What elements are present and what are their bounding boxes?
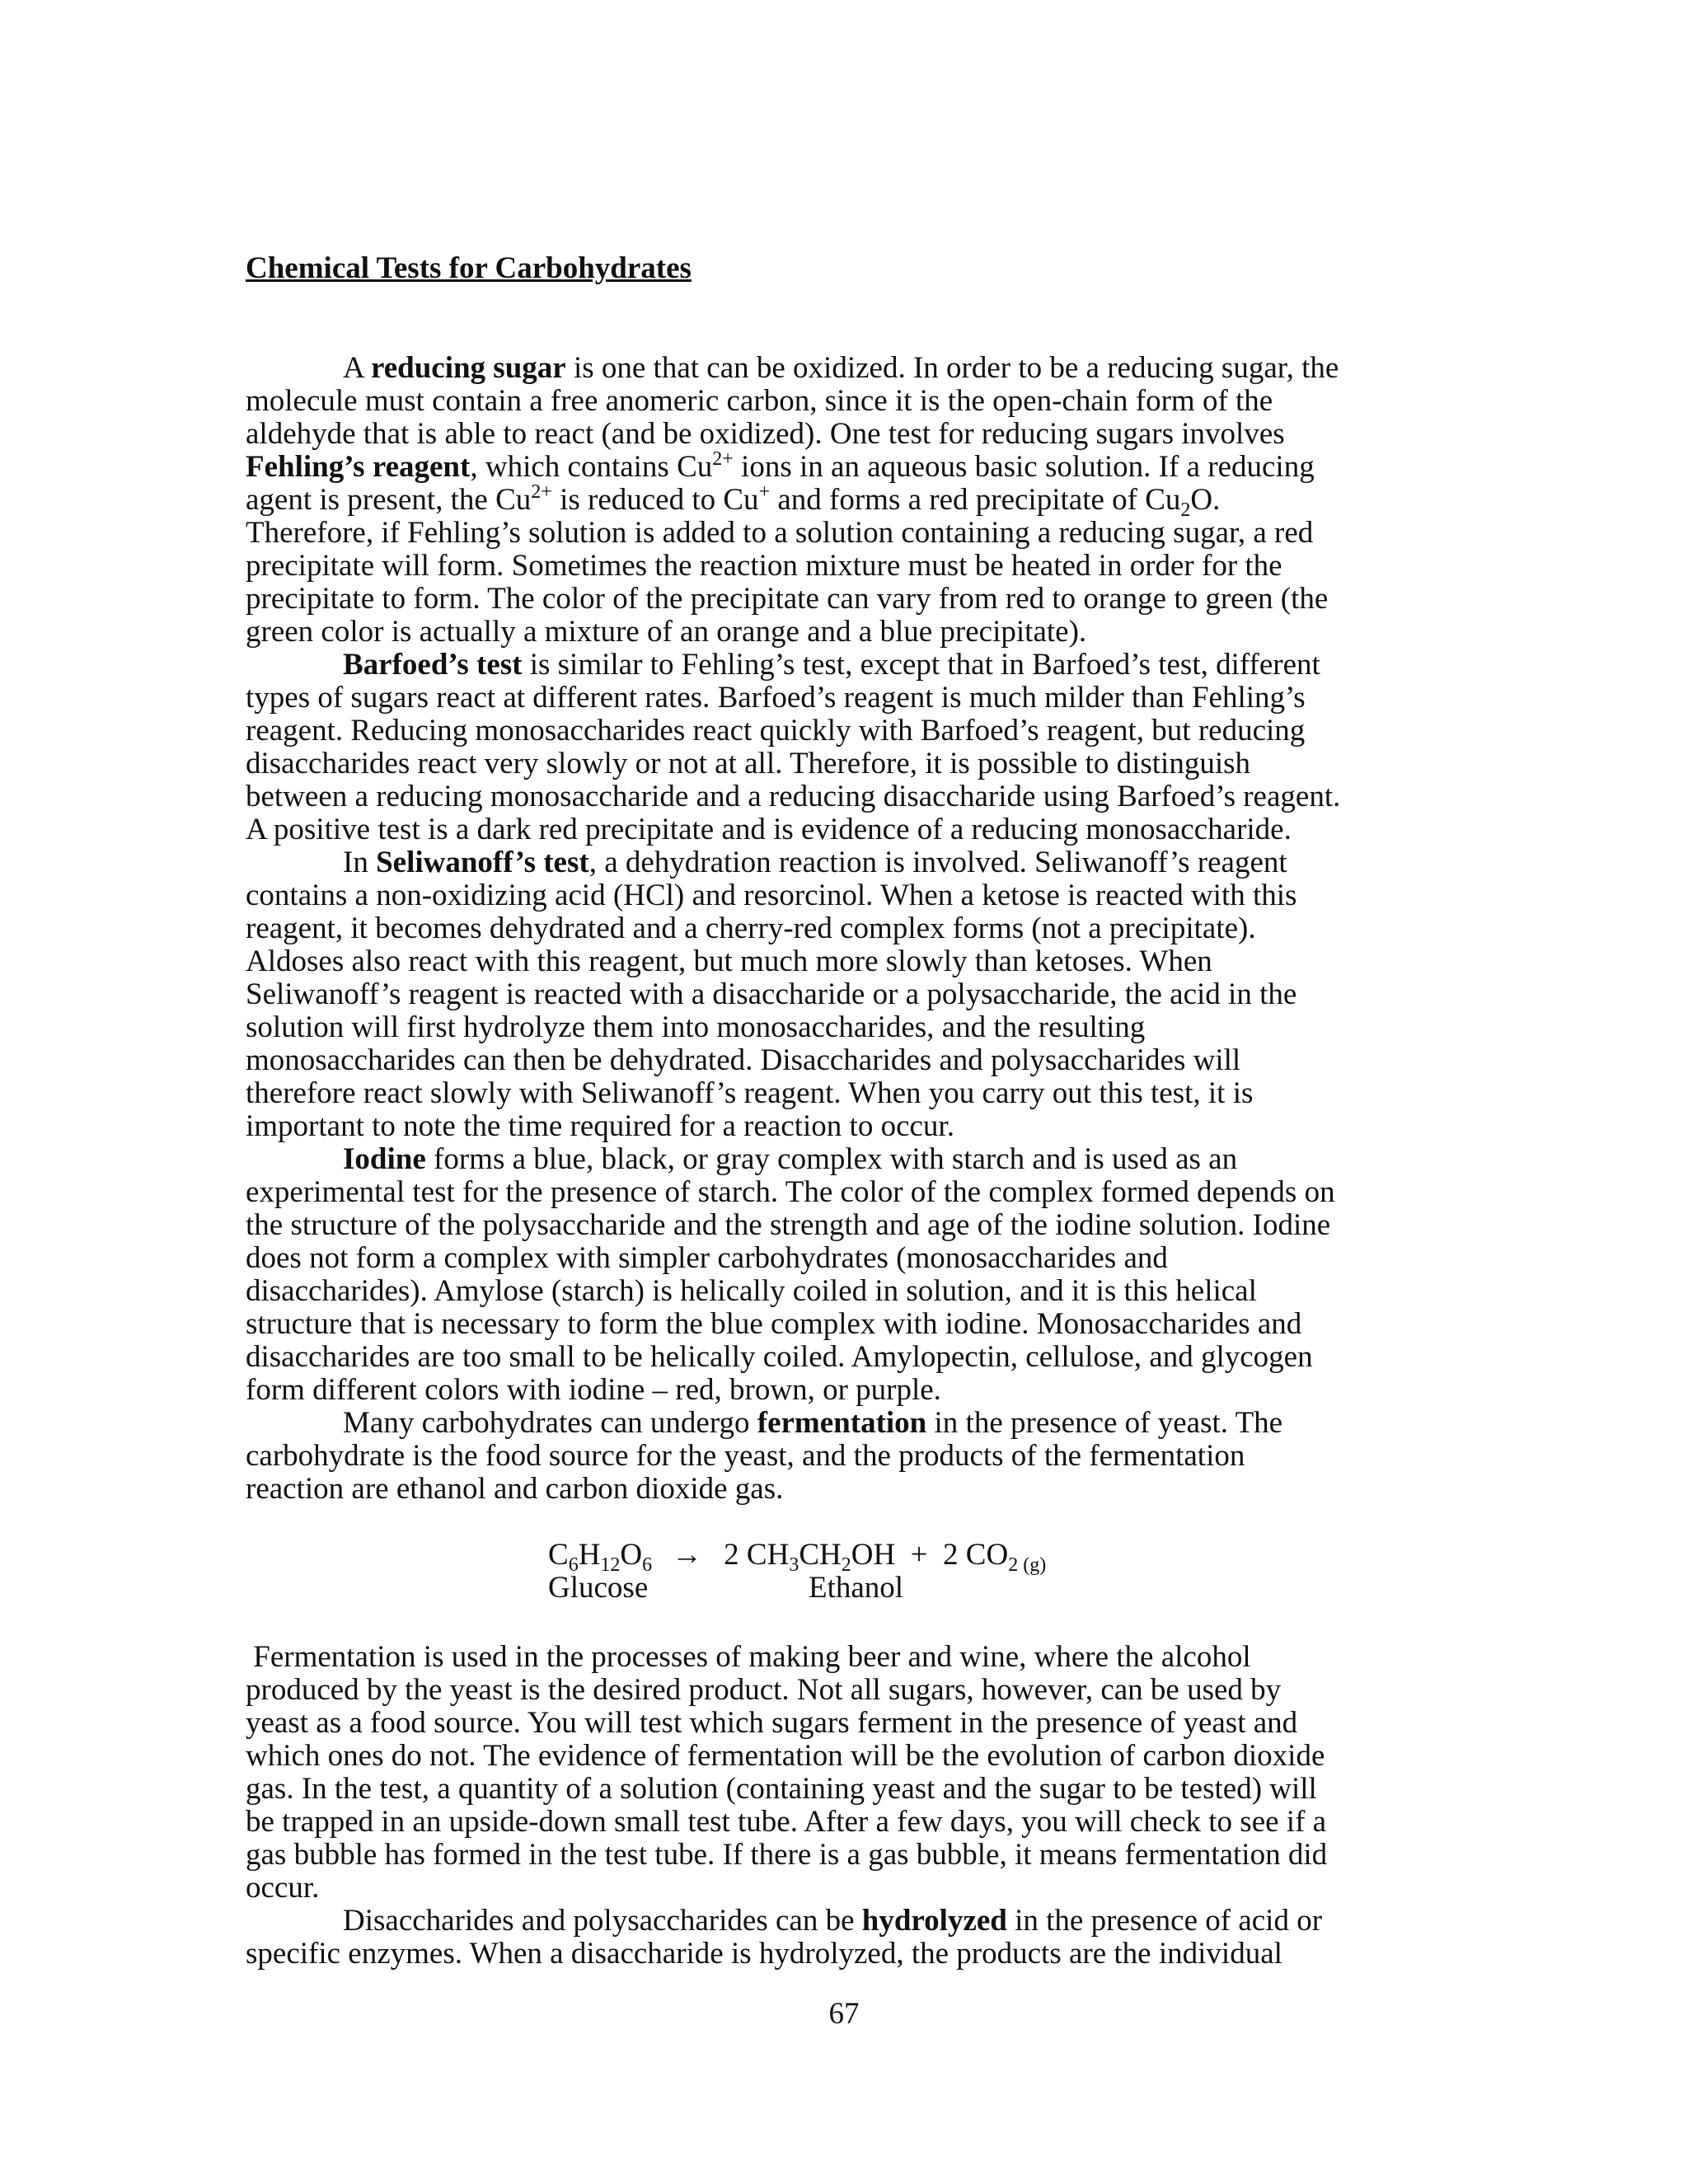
text-line: experimental test for the presence of starch. The color of the complex formed depends on	[246, 1175, 1335, 1209]
term-iodine: Iodine	[343, 1142, 426, 1176]
text-line: form different colors with iodine – red, brown, or purple.	[246, 1373, 941, 1407]
coefficient: 2	[943, 1538, 966, 1572]
text-line: important to note the time required for a reaction to occur.	[246, 1109, 954, 1143]
text-line: gas bubble has formed in the test tube. If there is a gas bubble, it means fermentation did	[246, 1838, 1328, 1872]
text-line	[246, 481, 1449, 521]
term-hydrolyzed: hydrolyzed	[861, 1904, 1007, 1938]
text-line: gas. In the test, a quantity of a solution (containing yeast and the sugar to be tested) will	[246, 1772, 1317, 1806]
text-run: in the presence of acid or	[1006, 1904, 1323, 1938]
text-line: contains a non-oxidizing acid (HCl) and resorcinol. When a ketose is reacted with this	[246, 879, 1297, 912]
text-line: green color is actually a mixture of an orange and a blue precipitate).	[246, 615, 1087, 649]
formula-text: CH	[746, 1538, 790, 1572]
text-run: , which contains Cu	[470, 450, 713, 484]
text-run: is reduced to Cu	[551, 483, 759, 517]
superscript: 2+	[712, 448, 734, 470]
text-line: Aldoses also react with this reagent, but much more slowly than ketoses. When	[246, 944, 1212, 978]
text-line: precipitate to form. The color of the precipitate can vary from red to orange to green (the	[246, 582, 1329, 616]
text-line: which ones do not. The evidence of fermentation will be the evolution of carbon dioxide	[246, 1739, 1325, 1773]
text-line: carbohydrate is the food source for the yeast, and the products of the fermentation	[246, 1439, 1245, 1473]
text-run: In	[343, 846, 377, 879]
text-line: molecule must contain a free anomeric carbon, since it is the open-chain form of the	[246, 384, 1273, 418]
term-fermentation: fermentation	[757, 1406, 927, 1440]
text-line: be trapped in an upside-down small test tube. After a few days, you will check to see if a	[246, 1805, 1327, 1839]
superscript: +	[758, 481, 771, 503]
text-line: disaccharides react very slowly or not at all. Therefore, it is possible to distinguish	[246, 747, 1250, 780]
text-line	[246, 352, 1449, 385]
text-line: Therefore, if Fehling’s solution is added to a solution containing a reducing sugar, a red	[246, 516, 1314, 550]
text-line: produced by the yeast is the desired product. Not all sugars, however, can be used by	[246, 1673, 1282, 1707]
page-number: 67	[828, 1997, 860, 2031]
term-barfoeds-test: Barfoed’s test	[343, 648, 523, 682]
paragraph-hydrolysis	[246, 1905, 1449, 1971]
superscript: 2+	[531, 481, 552, 503]
text-line: reagent, it becomes dehydrated and a cherry-red complex forms (not a precipitate).	[246, 912, 1256, 945]
formula-text: CO	[965, 1538, 1009, 1572]
text-line: does not form a complex with simpler carbohydrates (monosaccharides and	[246, 1241, 1168, 1275]
paragraph-barfoeds-test	[246, 649, 1449, 846]
text-run: is similar to Fehling’s test, except that in Barfoed’s test, different	[522, 648, 1320, 682]
text-line: reaction are ethanol and carbon dioxide gas.	[246, 1472, 784, 1506]
text-run: and forms a red precipitate of Cu	[770, 483, 1181, 517]
text-line: the structure of the polysaccharide and the strength and age of the iodine solution. Iodine	[246, 1208, 1331, 1242]
text-line: disaccharides). Amylose (starch) is helically coiled in solution, and it is this helical	[246, 1274, 1257, 1308]
text-line: Fermentation is used in the processes of making beer and wine, where the alcohol	[246, 1640, 1251, 1674]
term-fehlings-reagent: Fehling’s reagent	[246, 450, 471, 484]
paragraph-fermentation	[246, 1407, 1449, 1506]
text-line	[246, 649, 1449, 682]
text-run: Disaccharides and polysaccharides can be	[343, 1904, 862, 1938]
equation-formula	[548, 1538, 1047, 1576]
paragraph-iodine	[246, 1143, 1449, 1407]
text-run: O.	[1190, 483, 1221, 517]
term-reducing-sugar: reducing sugar	[370, 351, 566, 385]
formula-text: O	[620, 1538, 643, 1572]
text-line: monosaccharides can then be dehydrated. Disaccharides and polysaccharides will	[246, 1043, 1241, 1077]
formula-text: CH	[799, 1538, 842, 1572]
text-line: reagent. Reducing monosaccharides react quickly with Barfoed’s reagent, but reducing	[246, 714, 1306, 748]
text-line: disaccharides are too small to be helically coiled. Amylopectin, cellulose, and glycogen	[246, 1340, 1313, 1374]
paragraph-reducing-sugar	[246, 352, 1449, 649]
label-glucose: Glucose	[548, 1571, 649, 1605]
text-line	[246, 846, 1449, 879]
page-title: Chemical Tests for Carbohydrates	[246, 251, 692, 285]
text-run: , a dehydration reaction is involved. Seliwanoff’s reagent	[588, 846, 1287, 879]
subscript: 12	[600, 1554, 621, 1576]
text-line	[246, 448, 1449, 484]
text-line: precipitate will form. Sometimes the reaction mixture must be heated in order for the	[246, 549, 1282, 583]
subscript: 3	[789, 1554, 799, 1576]
formula-text: H	[578, 1538, 601, 1572]
text-line: structure that is necessary to form the blue complex with iodine. Monosaccharides and	[246, 1307, 1302, 1341]
subscript: 6	[568, 1554, 579, 1576]
subscript: 6	[642, 1554, 653, 1576]
term-seliwanoffs-test: Seliwanoff’s test	[376, 846, 589, 879]
text-line: specific enzymes. When a disaccharide is hydrolyzed, the products are the individual	[246, 1937, 1282, 1971]
text-line: between a reducing monosaccharide and a reducing disaccharide using Barfoed’s reagent.	[246, 780, 1341, 813]
text-run: ions in an aqueous basic solution. If a reducing	[733, 450, 1315, 484]
subscript: 2 (g)	[1008, 1554, 1047, 1576]
text-line: yeast as a food source. You will test which sugars ferment in the presence of yeast and	[246, 1706, 1298, 1740]
paragraph-fermentation-usage	[246, 1641, 1449, 1905]
reaction-arrow-icon: →	[672, 1538, 703, 1572]
text-line	[246, 1143, 1449, 1176]
text-line: therefore react slowly with Seliwanoff’s reagent. When you carry out this test, it is	[246, 1076, 1254, 1110]
formula-text: C	[548, 1538, 569, 1572]
text-line: occur.	[246, 1871, 320, 1905]
label-ethanol: Ethanol	[809, 1571, 904, 1605]
text-run: agent is present, the Cu	[246, 483, 532, 517]
text-line: solution will first hydrolyze them into monosaccharides, and the resulting	[246, 1010, 1146, 1044]
text-line: types of sugars react at different rates. Barfoed’s reagent is much milder than Fehling’s	[246, 681, 1306, 715]
text-line: A positive test is a dark red precipitate and is evidence of a reducing monosaccharide.	[246, 813, 1292, 846]
coefficient: 2	[724, 1538, 747, 1572]
plus-sign: +	[895, 1538, 944, 1572]
formula-text: OH	[851, 1538, 896, 1572]
text-line: aldehyde that is able to react (and be oxidized). One test for reducing sugars involves	[246, 417, 1285, 451]
fermentation-equation	[246, 1539, 1449, 1608]
text-line: Seliwanoff’s reagent is reacted with a disaccharide or a polysaccharide, the acid in the	[246, 977, 1297, 1011]
text-line	[246, 1905, 1449, 1938]
text-run: is one that can be oxidized. In order to be a reducing sugar, the	[565, 351, 1339, 385]
paragraph-seliwanoffs-test	[246, 846, 1449, 1143]
text-run: Many carbohydrates can undergo	[343, 1406, 757, 1440]
page-content	[246, 251, 1449, 1971]
text-line	[246, 1407, 1449, 1440]
subscript: 2	[841, 1554, 851, 1576]
text-run: in the presence of yeast. The	[926, 1406, 1283, 1440]
subscript: 2	[1180, 499, 1191, 521]
text-run: A	[343, 351, 371, 385]
text-run: forms a blue, black, or gray complex with starch and is used as an	[425, 1142, 1238, 1176]
